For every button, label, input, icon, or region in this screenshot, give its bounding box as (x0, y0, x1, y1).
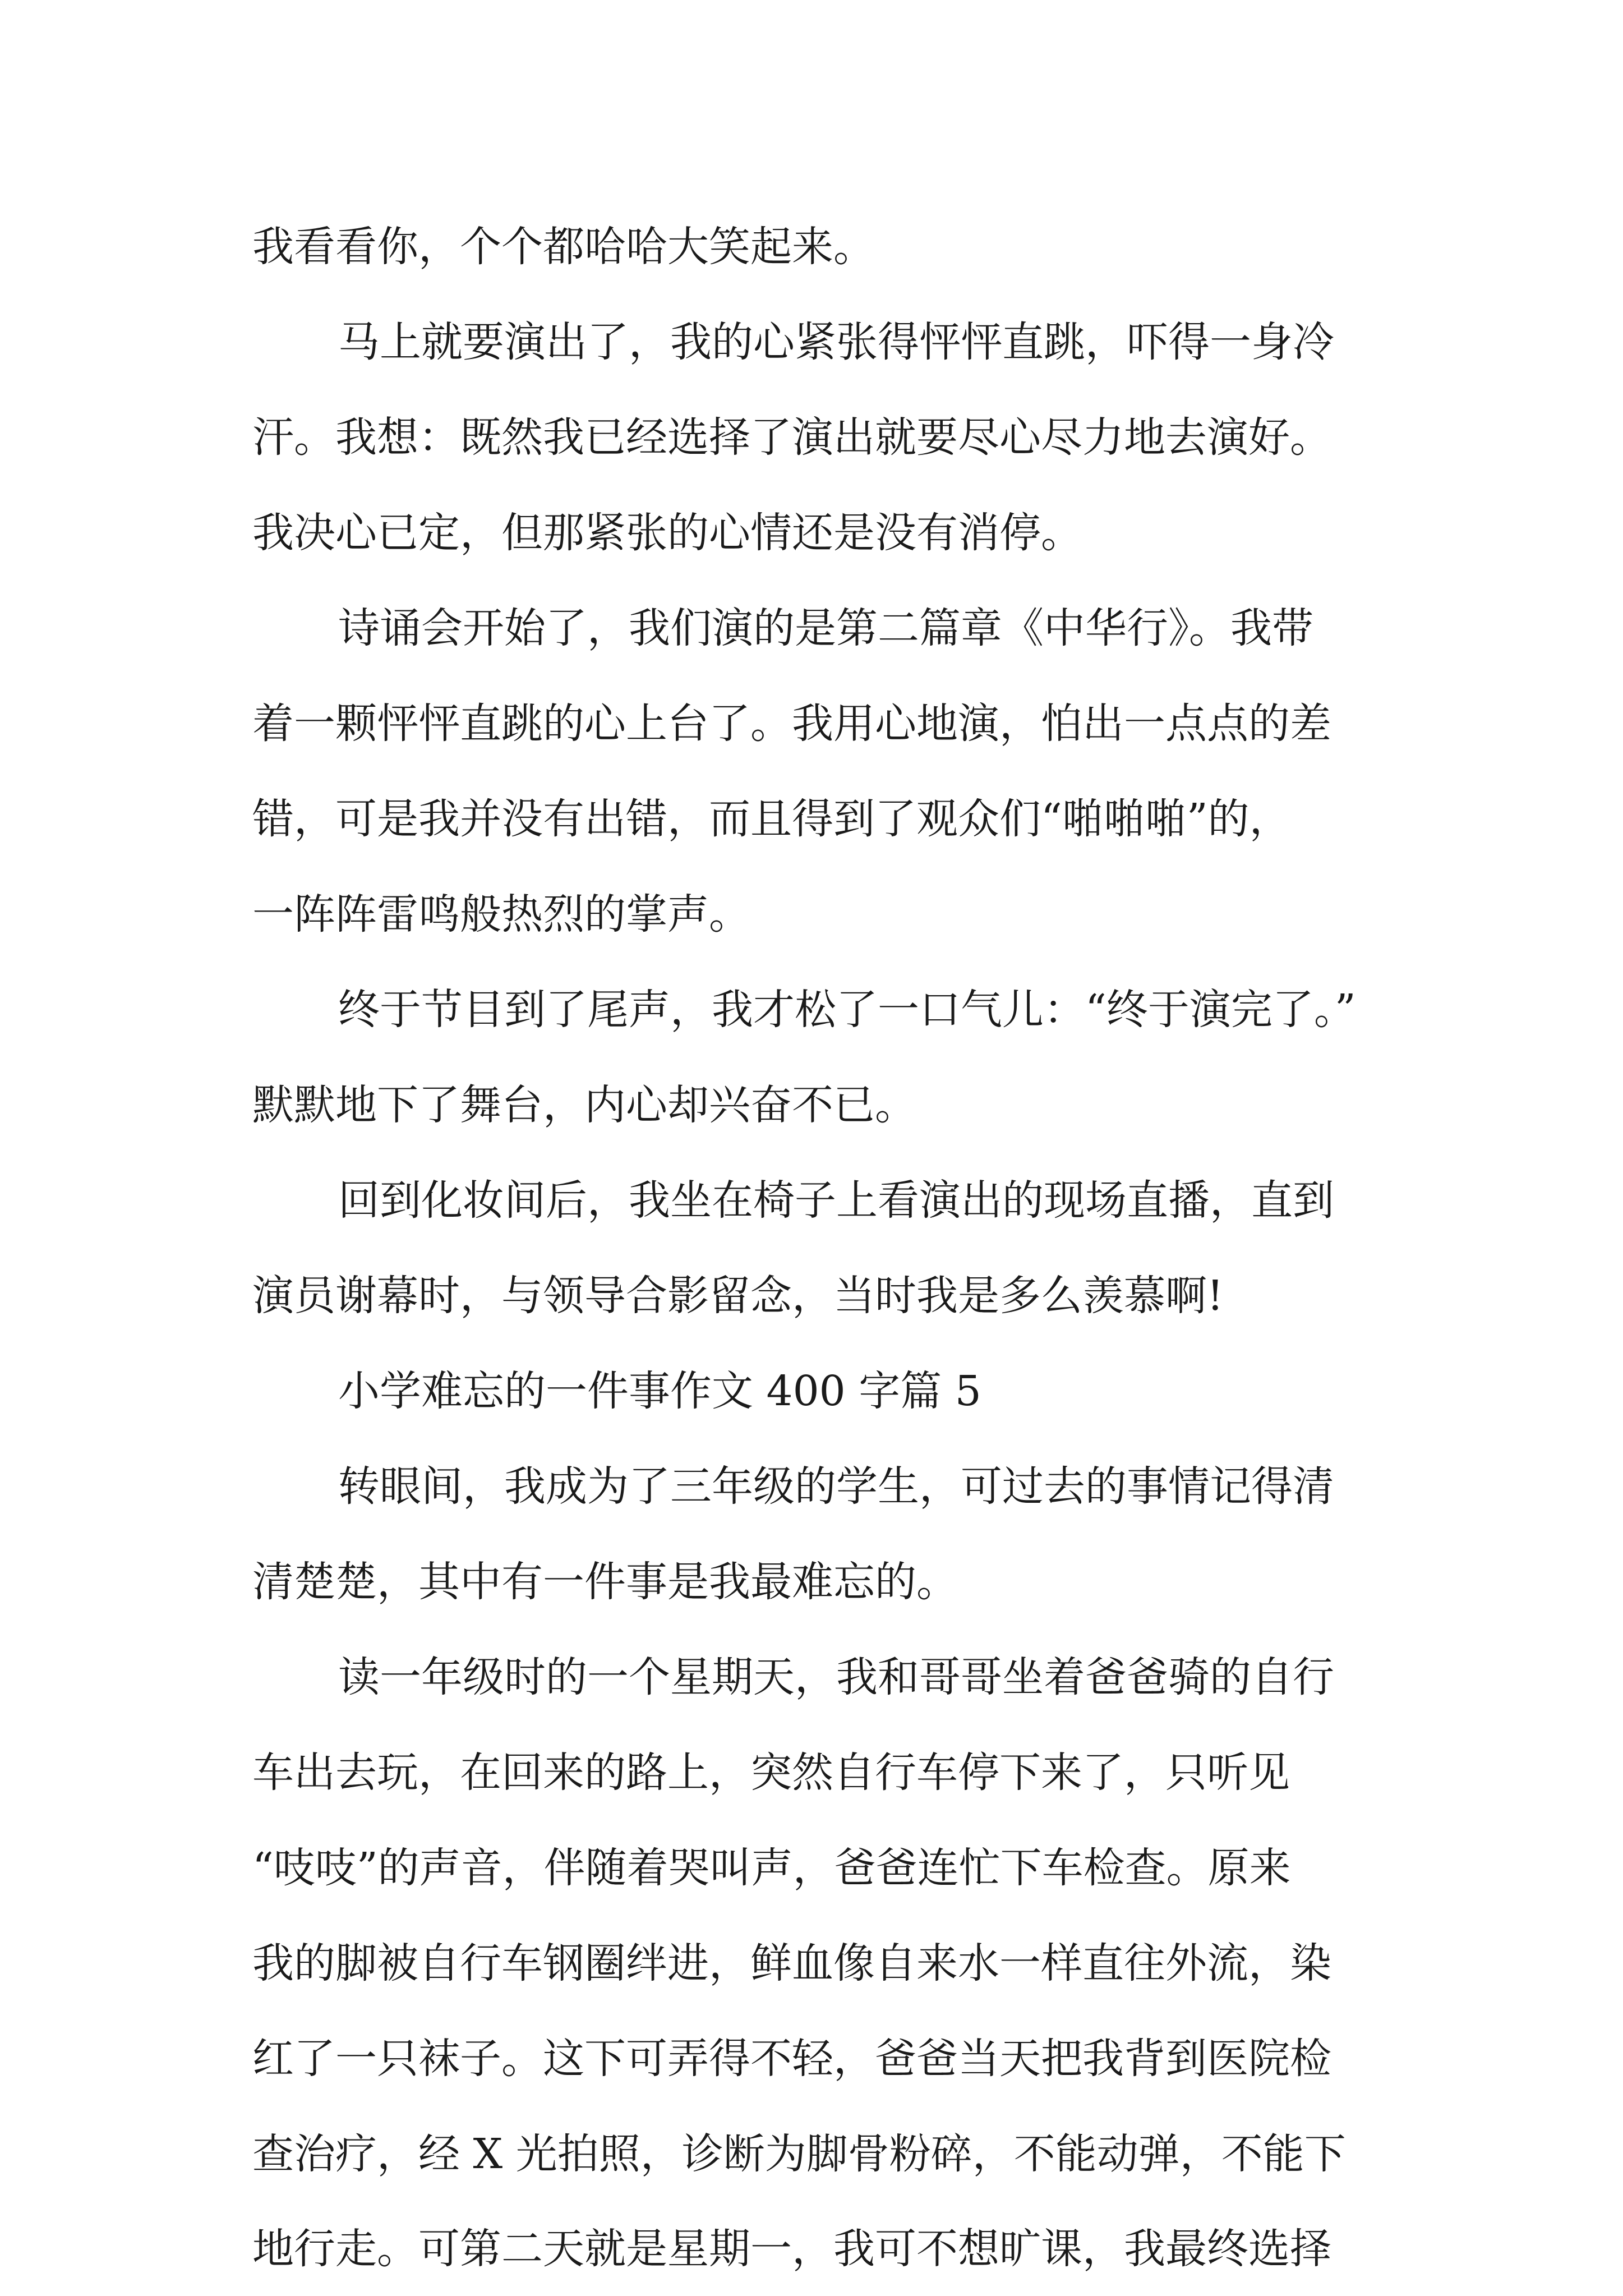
text-line: 读一年级时的一个星期天，我和哥哥坐着爸爸骑的自行 (338, 1653, 1334, 1701)
text-line: “吱吱”的声音，伴随着哭叫声，爸爸连忙下车检查。原来 (252, 1844, 1291, 1892)
text-line: 查治疗，经 X 光拍照，诊断为脚骨粉碎，不能动弹，不能下 (252, 2130, 1346, 2178)
text-line: 着一颗怦怦直跳的心上台了。我用心地演，怕出一点点的差 (252, 700, 1331, 748)
text-line: 回到化妆间后，我坐在椅子上看演出的现场直播，直到 (338, 1176, 1334, 1225)
text-line: 终于节目到了尾声，我才松了一口气儿：“终于演完了。” (338, 986, 1356, 1034)
text-line: 诗诵会开始了，我们演的是第二篇章《中华行》。我带 (338, 604, 1313, 652)
text-line: 清楚楚，其中有一件事是我最难忘的。 (252, 1558, 958, 1606)
text-line: 我决心已定，但那紧张的心情还是没有消停。 (252, 509, 1082, 557)
text-line: 地行走。可第二天就是星期一，我可不想旷课，我最终选择 (252, 2225, 1331, 2273)
text-line: 转眼间，我成为了三年级的学生，可过去的事情记得清 (338, 1462, 1334, 1511)
text-line: 默默地下了舞台，内心却兴奋不已。 (252, 1081, 916, 1129)
text-line: 演员谢幕时，与领导合影留念，当时我是多么羡慕啊! (252, 1272, 1224, 1320)
text-line: 错，可是我并没有出错，而且得到了观众们“啪啪啪”的， (252, 795, 1291, 843)
text-line: 车出去玩，在回来的路上，突然自行车停下来了，只听见 (252, 1749, 1290, 1797)
text-line: 汗。我想：既然我已经选择了演出就要尽心尽力地去演好。 (252, 413, 1331, 462)
text-line: 我的脚被自行车钢圈绊进，鲜血像自来水一样直往外流，染 (252, 1939, 1331, 1987)
text-line: 马上就要演出了，我的心紧张得怦怦直跳，吓得一身冷 (338, 318, 1334, 366)
text-line: 红了一只袜子。这下可弄得不轻，爸爸当天把我背到医院检 (252, 2035, 1331, 2083)
section-heading: 小学难忘的一件事作文 400 字篇 5 (338, 1367, 981, 1415)
text-line: 一阵阵雷鸣般热烈的掌声。 (252, 890, 750, 938)
text-line: 我看看你，个个都哈哈大笑起来。 (252, 223, 875, 271)
